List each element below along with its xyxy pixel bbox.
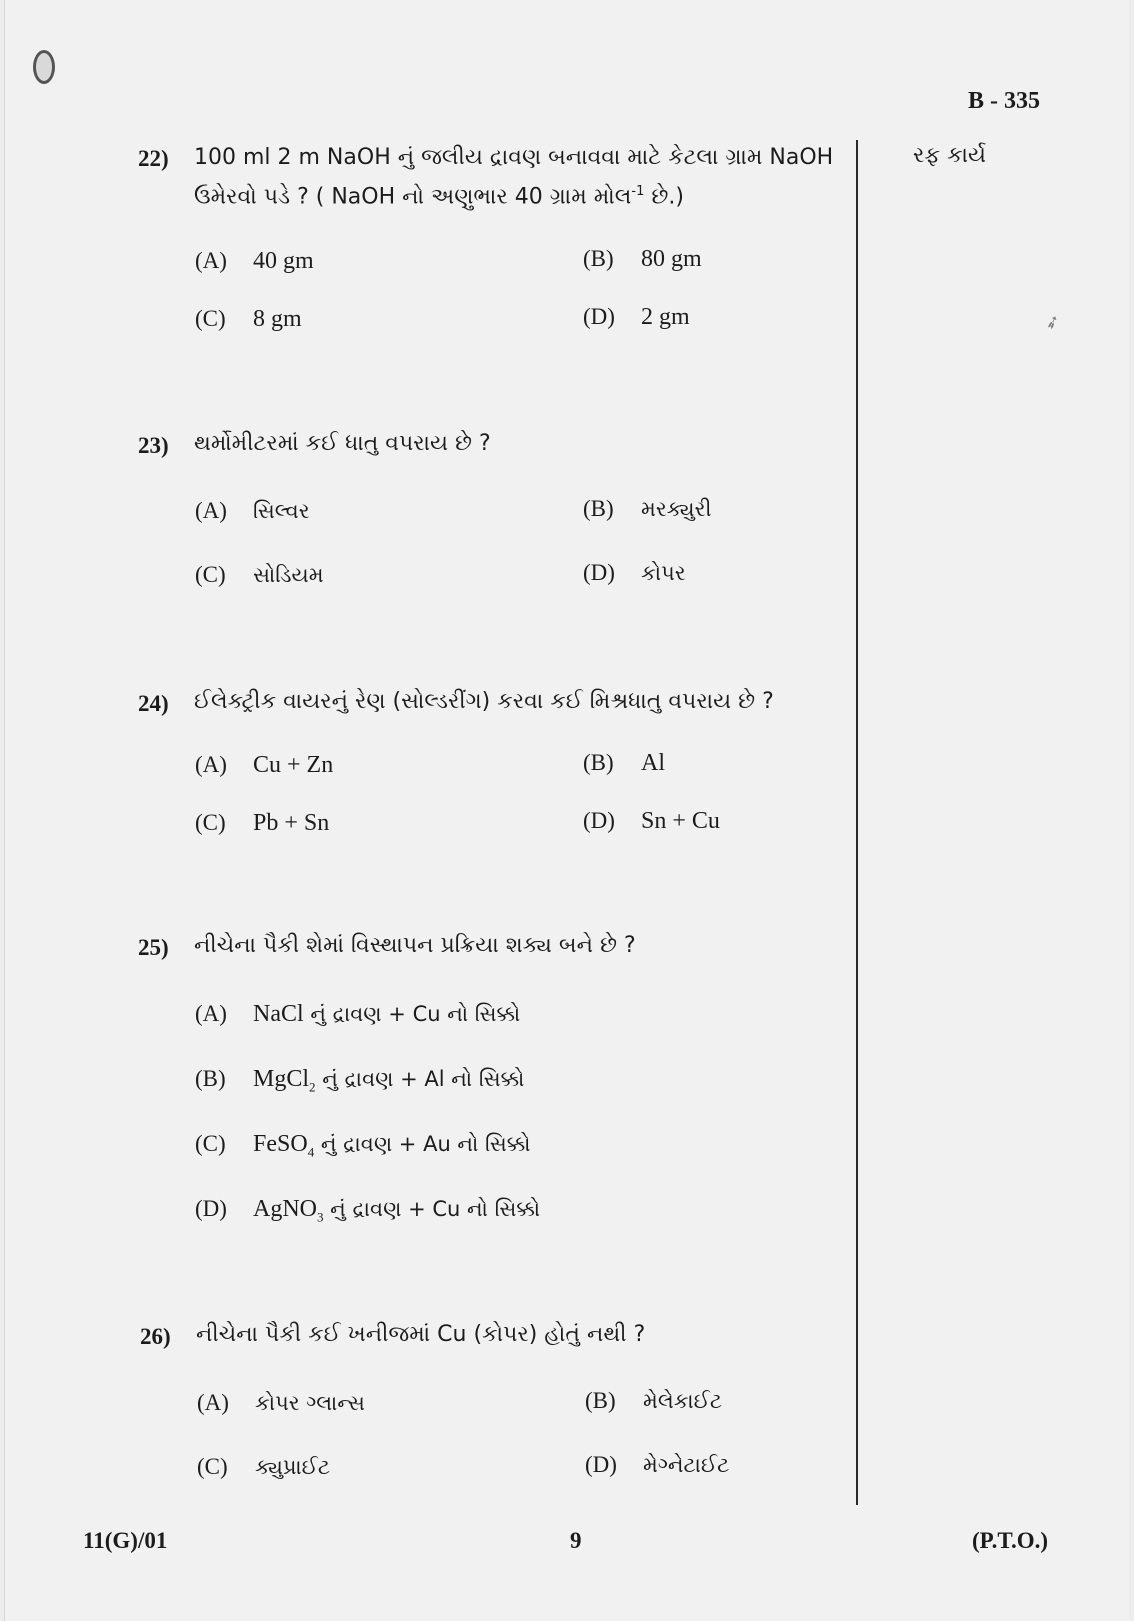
option-c[interactable] xyxy=(195,306,302,333)
option-text: 8 gm xyxy=(253,306,302,332)
option-label: (B) xyxy=(583,750,614,775)
option-label: (C) xyxy=(197,1454,228,1479)
option-label: (B) xyxy=(583,246,614,271)
option-d[interactable] xyxy=(583,304,690,331)
question-text: નીચેના પૈકી કઈ ખનીજમાં Cu (કોપર) હોતું નથી ? xyxy=(196,1322,646,1347)
option-b[interactable] xyxy=(583,496,711,522)
question-number: 24) xyxy=(138,691,169,716)
option-subscript: 4 xyxy=(307,1144,315,1160)
ink-mark-icon: ➶ xyxy=(1041,310,1064,335)
option-d[interactable] xyxy=(583,808,720,835)
superscript: -1 xyxy=(631,184,645,199)
option-formula: AgNO xyxy=(253,1196,317,1222)
option-b[interactable] xyxy=(195,1066,524,1096)
option-text: Al xyxy=(641,750,665,776)
option-text: સોડિયમ xyxy=(253,563,324,587)
option-text: મેલેકાઈટ xyxy=(643,1389,723,1413)
option-text: કોપર xyxy=(641,561,686,585)
option-b[interactable] xyxy=(583,750,665,777)
option-text: કોપર ગ્લાન્સ xyxy=(255,1391,365,1415)
option-d[interactable] xyxy=(195,1196,540,1226)
option-text: 40 gm xyxy=(253,248,314,274)
option-subscript: 2 xyxy=(309,1079,316,1095)
option-label: (C) xyxy=(195,306,226,331)
question-text-part: છે.) xyxy=(644,184,684,210)
option-text: સિલ્વર xyxy=(253,499,310,523)
question-text: 100 ml 2 m NaOH નું જલીય દ્રાવણ બનાવવા માટે કેટલા ગ્રામ NaOH xyxy=(194,145,834,170)
option-formula: MgCl xyxy=(253,1066,310,1092)
option-a[interactable] xyxy=(195,752,333,779)
option-text: Pb + Sn xyxy=(253,810,330,836)
option-label: (D) xyxy=(585,1452,617,1477)
option-a[interactable] xyxy=(195,498,310,524)
option-c[interactable] xyxy=(195,810,329,837)
rough-work-label: રફ કાર્ય xyxy=(913,143,987,168)
option-label: (D) xyxy=(583,560,615,585)
option-b[interactable] xyxy=(585,1388,722,1414)
option-label: (D) xyxy=(583,304,615,329)
option-c[interactable] xyxy=(195,562,324,588)
option-formula: NaCl xyxy=(253,1001,304,1027)
option-c[interactable] xyxy=(197,1454,330,1480)
question-text: નીચેના પૈકી શેમાં વિસ્થાપન પ્રક્રિયા શક્ય બને છે ? xyxy=(194,933,636,958)
question-text-part: ઉમેરવો પડે ? ( NaOH નો અણુભાર 40 ગ્રામ મોલ xyxy=(194,184,632,210)
option-label: (C) xyxy=(195,1131,226,1156)
option-label: (A) xyxy=(195,248,227,273)
option-text: નું દ્રાવણ + Cu નો સિક્કો xyxy=(303,1002,521,1026)
option-b[interactable] xyxy=(583,246,702,273)
option-text: મરક્યુરી xyxy=(641,497,712,521)
option-formula: FeSO xyxy=(253,1131,308,1157)
page-number: 9 xyxy=(570,1528,582,1553)
exam-sheet xyxy=(4,0,1129,1621)
option-text: Cu + Zn xyxy=(253,752,334,778)
paper-code-footer: 11(G)/01 xyxy=(83,1528,168,1553)
option-label: (C) xyxy=(195,810,226,835)
option-a[interactable] xyxy=(197,1390,365,1416)
option-label: (A) xyxy=(195,752,227,777)
option-text: 2 gm xyxy=(641,304,690,330)
option-a[interactable] xyxy=(195,248,314,275)
question-number: 22) xyxy=(138,146,169,171)
option-text: નું દ્રાવણ + Al નો સિક્કો xyxy=(315,1067,525,1091)
option-label: (C) xyxy=(195,562,226,587)
option-text: 80 gm xyxy=(641,246,702,272)
option-label: (A) xyxy=(195,498,227,523)
option-label: (D) xyxy=(583,808,615,833)
option-label: (B) xyxy=(195,1066,226,1091)
option-label: (B) xyxy=(583,496,614,521)
punch-hole xyxy=(33,50,55,84)
please-turn-over: (P.T.O.) xyxy=(972,1528,1049,1553)
paper-code-top: B - 335 xyxy=(968,88,1040,114)
question-text: થર્મોમીટરમાં કઈ ધાતુ વપરાય છે ? xyxy=(194,431,491,456)
option-d[interactable] xyxy=(585,1452,729,1478)
option-text: મેગ્નેટાઈટ xyxy=(643,1453,730,1477)
question-text-line2 xyxy=(194,184,684,209)
option-label: (D) xyxy=(195,1196,227,1221)
option-text: Sn + Cu xyxy=(641,808,720,834)
option-label: (B) xyxy=(585,1388,616,1413)
column-divider xyxy=(856,140,858,1505)
option-subscript: 3 xyxy=(317,1209,324,1225)
option-text: નું દ્રાવણ + Au નો સિક્કો xyxy=(314,1132,531,1156)
option-label: (A) xyxy=(197,1390,229,1415)
question-text: ઈલેક્ટ્રીક વાયરનું રેણ (સોલ્ડરીંગ) કરવા કઈ મિશ્રધાતુ વપરાય છે ? xyxy=(194,689,774,714)
question-number: 25) xyxy=(138,935,169,960)
question-number: 23) xyxy=(138,433,169,458)
option-a[interactable] xyxy=(195,1001,520,1031)
option-c[interactable] xyxy=(195,1131,531,1161)
question-number: 26) xyxy=(140,1324,171,1349)
option-text: ક્યુપ્રાઈટ xyxy=(255,1455,331,1479)
option-d[interactable] xyxy=(583,560,686,586)
option-text: નું દ્રાવણ + Cu નો સિક્કો xyxy=(323,1197,541,1221)
option-label: (A) xyxy=(195,1001,227,1026)
